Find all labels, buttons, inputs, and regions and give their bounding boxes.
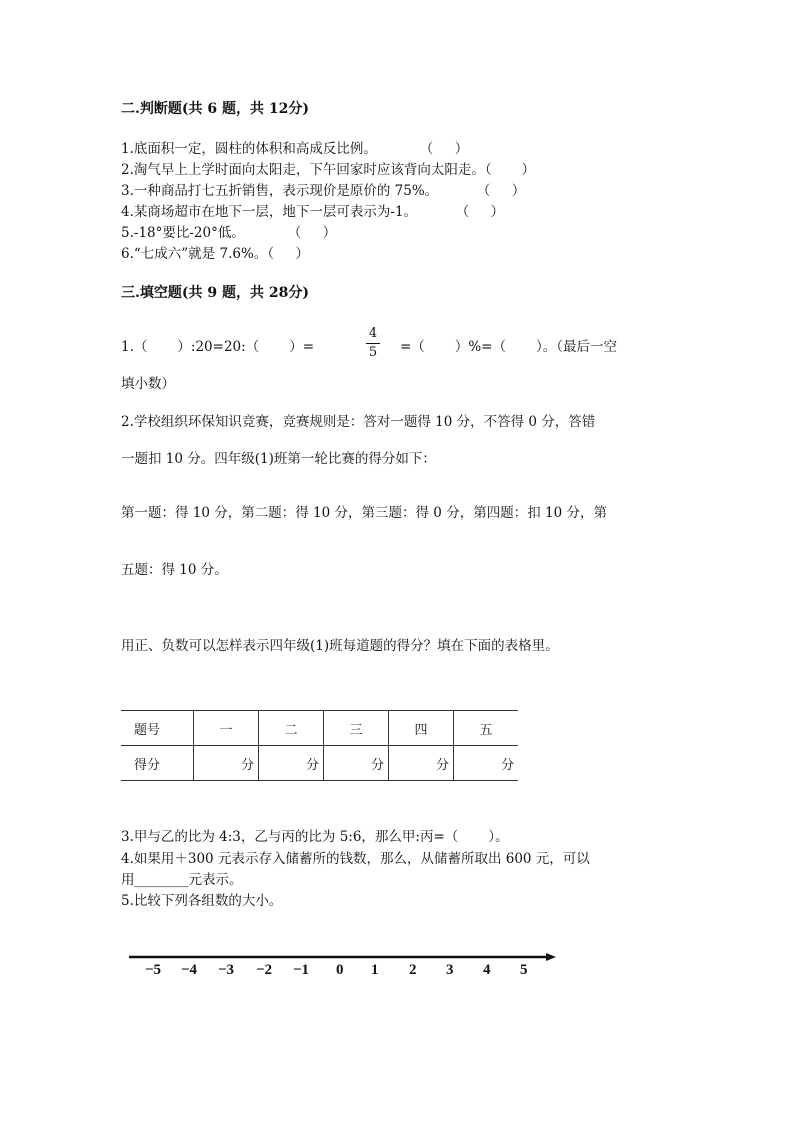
fill-q1-part1: 1.（ ）:20=20:（ ）=: [121, 339, 315, 355]
table-header-cell: 二: [259, 711, 324, 746]
number-line-label: −5: [145, 962, 162, 978]
number-line-label: −1: [293, 962, 310, 978]
judge-item-5: 5.-18°要比-20°低。 （ ）: [121, 225, 337, 241]
table-row: [121, 746, 518, 781]
fill-q2-line4: 五题：得 10 分。: [121, 562, 228, 578]
section2-title: 二.判断题(共 6 题，共 12分): [121, 101, 309, 117]
table-header-cell: 三: [324, 711, 389, 746]
fill-q2-line1: 2.学校组织环保知识竞赛，竞赛规则是：答对一题得 10 分，不答得 0 分，答错: [121, 414, 596, 430]
table-header-cell: 一: [194, 711, 259, 746]
fill-q4-line2: 用________元表示。: [121, 872, 243, 888]
number-line-label: −2: [256, 962, 273, 978]
row-label-score: 得分: [121, 746, 194, 781]
score-cell: 分: [324, 746, 389, 781]
table-header-cell: 四: [389, 711, 454, 746]
number-line-label: 3: [446, 962, 454, 978]
fill-q5: 5.比较下列各组数的大小。: [121, 893, 283, 909]
fill-q1-line2: 填小数）: [121, 376, 175, 392]
fraction-numerator: 4: [368, 326, 378, 341]
number-line-label: 1: [371, 962, 379, 978]
table-row: [121, 711, 518, 746]
judge-item-1: 1.底面积一定，圆柱的体积和高成反比例。 （ ）: [121, 141, 469, 157]
score-cell: 分: [194, 746, 259, 781]
section3-title: 三.填空题(共 9 题，共 28分): [121, 285, 309, 301]
judge-item-3: 3.一种商品打七五折销售，表示现价是原价的 75%。 （ ）: [121, 183, 526, 199]
judge-item-2: 2.淘气早上上学时面向太阳走，下午回家时应该背向太阳走。（ ）: [121, 162, 536, 178]
score-cell: 分: [454, 746, 519, 781]
judge-item-6: 6.“七成六”就是 7.6%。（ ）: [121, 246, 309, 262]
number-line-label: −4: [181, 962, 198, 978]
row-label-question: 题号: [121, 711, 194, 746]
number-line-label: −3: [218, 962, 235, 978]
number-line-label: 0: [336, 962, 344, 978]
fill-q1-part2: =（ ）%=（ ）。（最后一空: [400, 339, 618, 355]
fill-q3: 3.甲与乙的比为 4:3，乙与丙的比为 5:6，那么甲:丙=（ ）。: [121, 829, 509, 845]
judge-item-4: 4.某商场超市在地下一层，地下一层可表示为-1。 （ ）: [121, 204, 505, 220]
fraction-denominator: 5: [368, 345, 378, 360]
number-line-label: 4: [483, 962, 491, 978]
fill-q4-line1: 4.如果用＋300 元表示存入储蓄所的钱数，那么，从储蓄所取出 600 元，可以: [121, 851, 590, 867]
score-table: [121, 710, 518, 781]
table-header-cell: 五: [454, 711, 519, 746]
number-line-label: 2: [409, 962, 417, 978]
fill-q2-line2: 一题扣 10 分。四年级(1)班第一轮比赛的得分如下：: [121, 451, 436, 467]
fill-q2-line5: 用正、负数可以怎样表示四年级(1)班每道题的得分？填在下面的表格里。: [121, 638, 559, 654]
number-line-label: 5: [520, 962, 528, 978]
fraction-four-fifths: [364, 325, 382, 362]
fill-q2-line3: 第一题：得 10 分，第二题：得 10 分，第三题：得 0 分，第四题：扣 10 分，第: [121, 505, 607, 521]
score-cell: 分: [259, 746, 324, 781]
score-cell: 分: [389, 746, 454, 781]
